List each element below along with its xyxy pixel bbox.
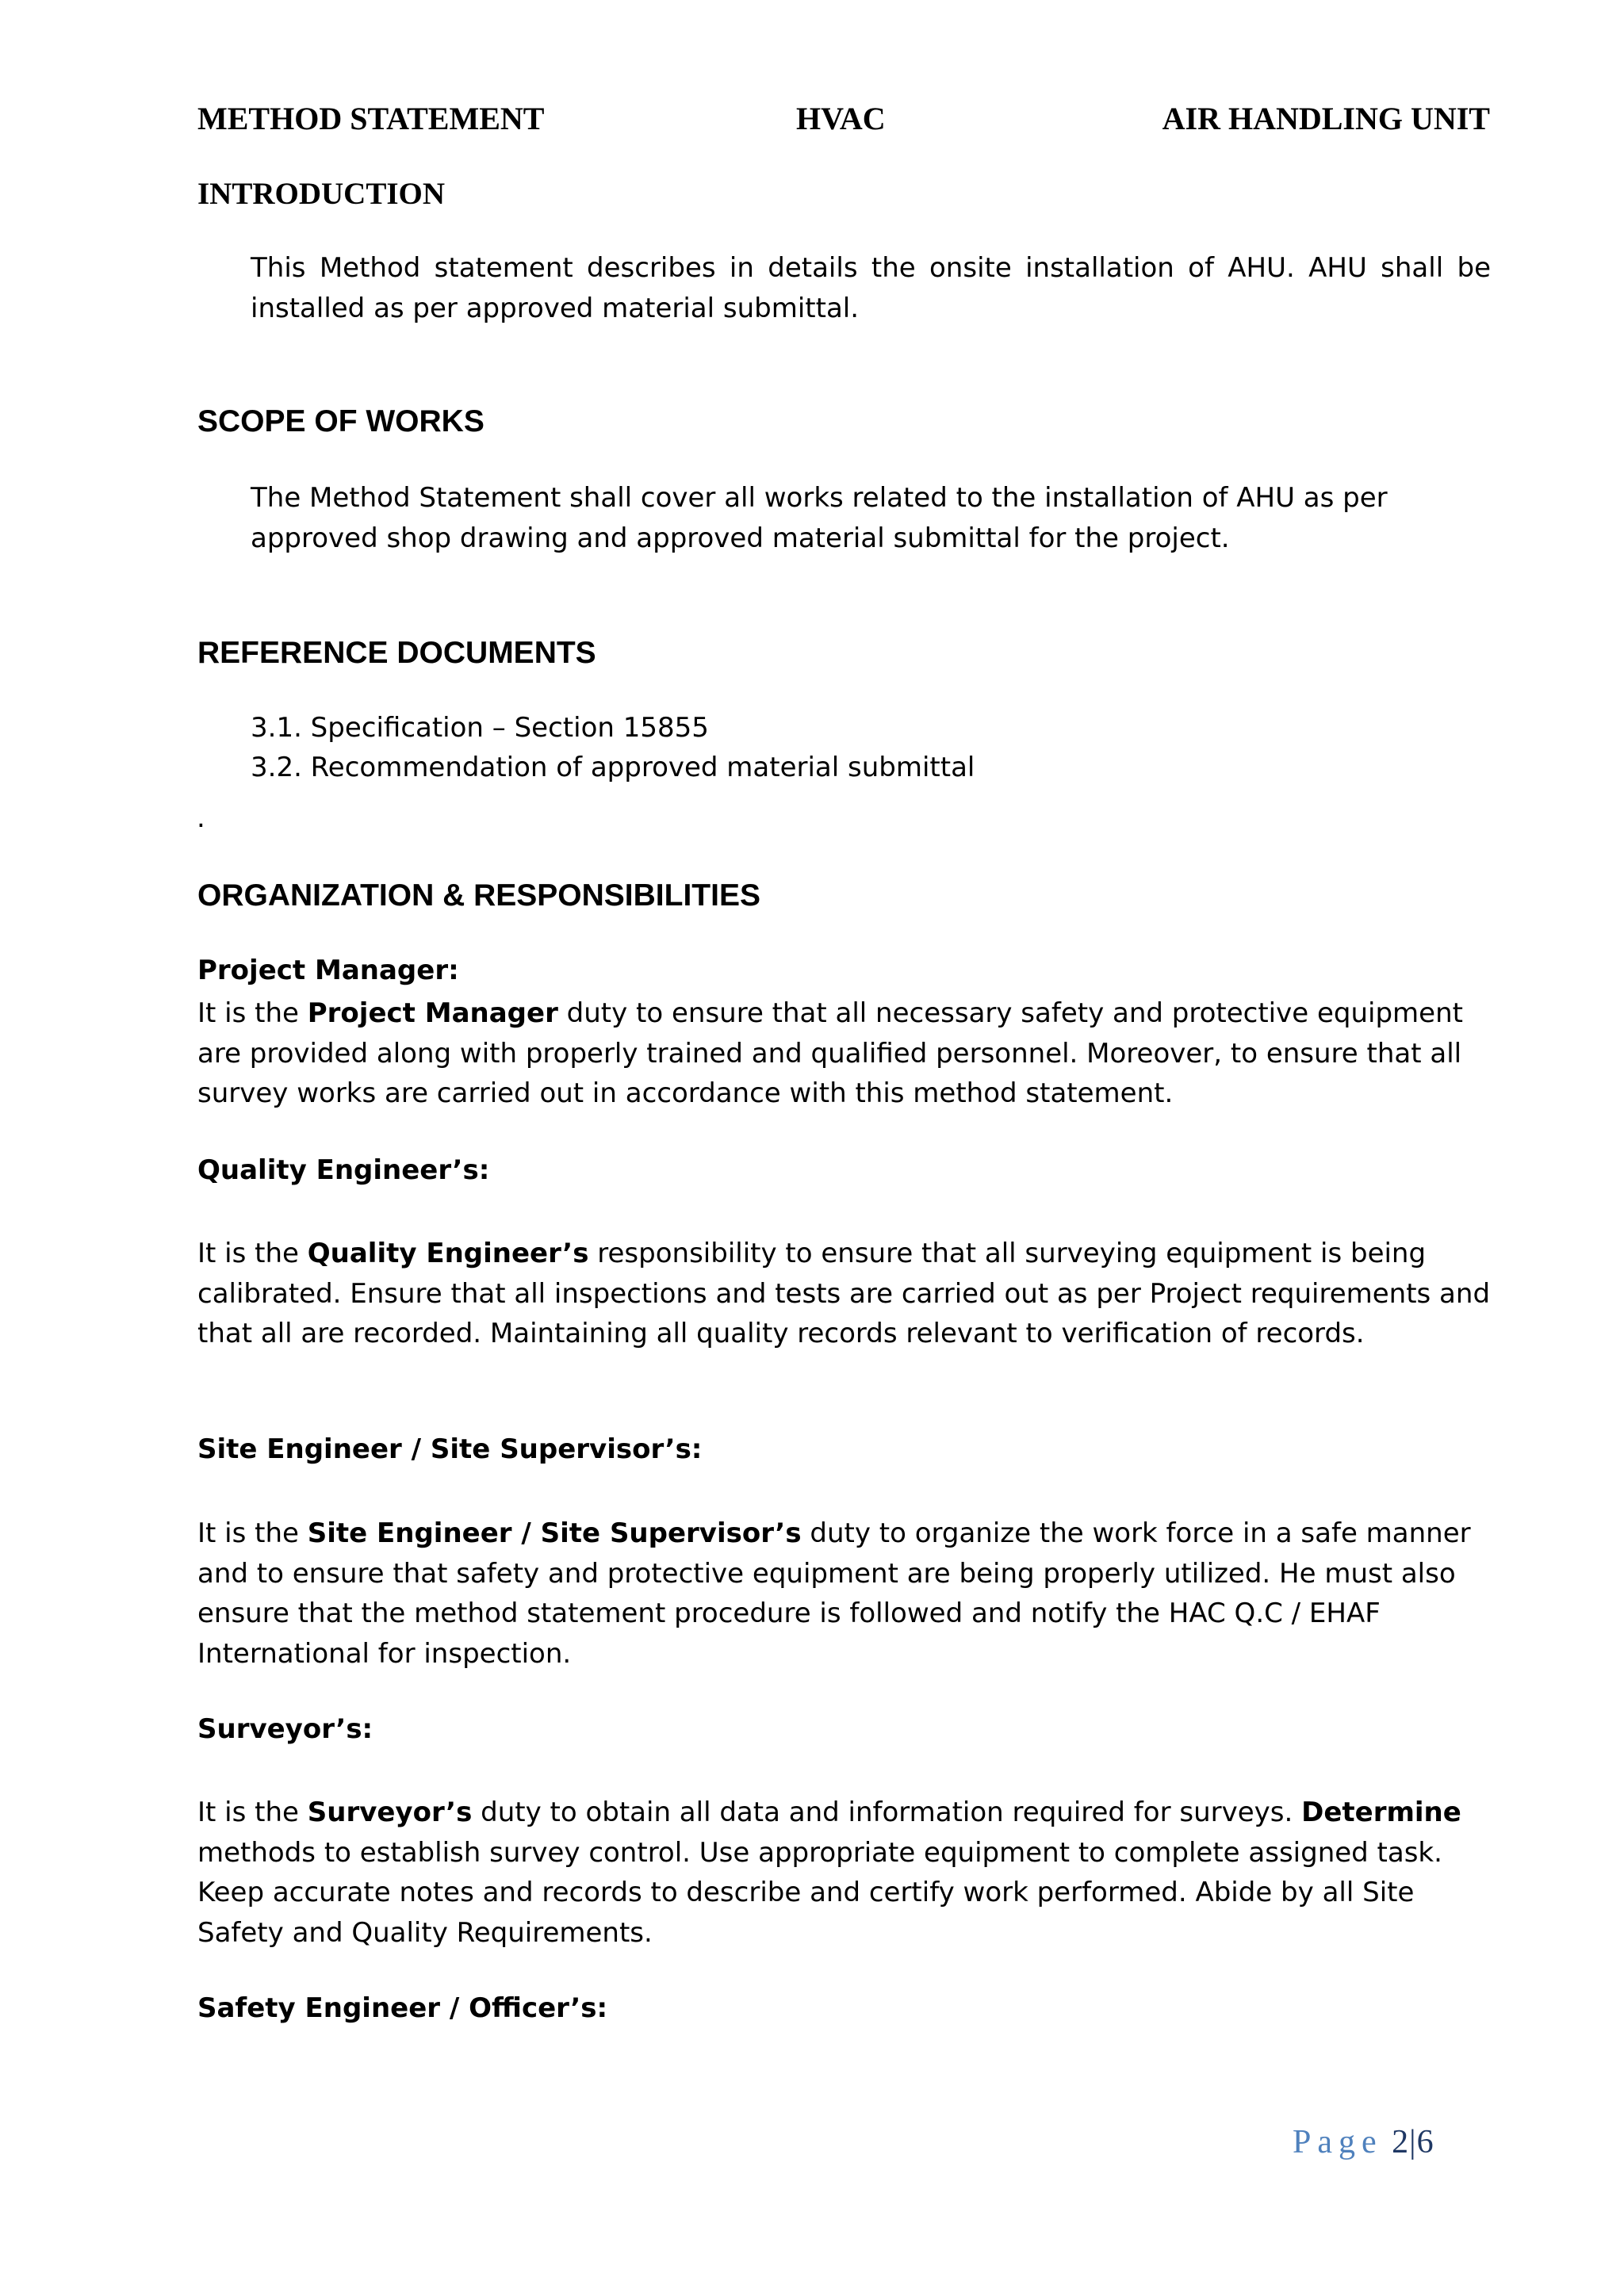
- scope-text-line-1: The Method Statement shall cover all works related to the installation of AHU as per: [251, 482, 1388, 514]
- page-footer: [1293, 2123, 1434, 2161]
- reference-item-1: 3.1. Specification – Section 15855: [251, 712, 709, 744]
- sv-bold-determine: Determine: [1301, 1797, 1461, 1828]
- header-left-title: METHOD STATEMENT: [197, 101, 545, 136]
- site-engineer-text: [197, 1513, 1498, 1674]
- project-manager-heading: Project Manager:: [197, 955, 459, 986]
- page-number: 2: [1392, 2124, 1410, 2160]
- header-center-title: HVAC: [796, 101, 886, 136]
- quality-engineer-heading: Quality Engineer’s:: [197, 1154, 490, 1186]
- surveyor-text: [197, 1793, 1498, 1953]
- organization-heading: ORGANIZATION & RESPONSIBILITIES: [197, 878, 760, 913]
- sv-prefix: It is the: [197, 1797, 308, 1828]
- pm-bold-role: Project Manager: [307, 997, 558, 1029]
- pm-rest: duty to ensure that all necessary safety and protective equipment are provided along with properly trained and qualified personnel. Moreover, to ensure that all survey works are carried out in accordance with this method statement.: [197, 997, 1463, 1109]
- scope-text: [251, 478, 1491, 558]
- safety-engineer-heading: Safety Engineer / Officer’s:: [197, 1992, 608, 2024]
- se-rest: duty to organize the work force in a safe manner and to ensure that safety and protective equipment are being properly utilized. He must also ensure that the method statement procedure is followed and notify the HAC Q.C / EHAF International for inspection.: [197, 1517, 1471, 1670]
- page-label: Page: [1293, 2124, 1383, 2160]
- header-right-title: AIR HANDLING UNIT: [1162, 101, 1490, 136]
- page-separator: |: [1409, 2124, 1417, 2160]
- page-total: 6: [1416, 2124, 1434, 2160]
- sv-bold-role: Surveyor’s: [307, 1797, 473, 1828]
- sv-rest: methods to establish survey control. Use appropriate equipment to complete assigned task. Keep accurate notes and records to describe and certify work performed. Abide by all Site Safety and Quality Requirements.: [197, 1836, 1442, 1949]
- reference-heading: REFERENCE DOCUMENTS: [197, 636, 596, 670]
- se-prefix: It is the: [197, 1517, 308, 1549]
- qe-rest: responsibility to ensure that all surveying equipment is being calibrated. Ensure that all inspections and tests are carried out as per Project requirements and that all are recorded. Maintaining all quality records relevant to verification of records.: [197, 1238, 1491, 1349]
- surveyor-heading: Surveyor’s:: [197, 1713, 373, 1745]
- reference-item-2: 3.2. Recommendation of approved material submittal: [251, 752, 975, 783]
- scope-heading: SCOPE OF WORKS: [197, 404, 485, 438]
- trailing-dot: .: [197, 802, 205, 834]
- qe-bold-role: Quality Engineer’s: [307, 1238, 589, 1269]
- se-bold-role: Site Engineer / Site Supervisor’s: [307, 1517, 802, 1549]
- project-manager-text: [197, 993, 1498, 1114]
- site-engineer-heading: Site Engineer / Site Supervisor’s:: [197, 1433, 703, 1465]
- sv-middle: duty to obtain all data and information required for surveys.: [472, 1797, 1302, 1828]
- introduction-text: This Method statement describes in details the onsite installation of AHU. AHU shall be installed as per approved material submittal.: [251, 252, 1491, 324]
- page-header: [197, 100, 1490, 138]
- qe-prefix: It is the: [197, 1238, 308, 1269]
- pm-prefix: It is the: [197, 997, 308, 1029]
- quality-engineer-text: [197, 1234, 1498, 1354]
- scope-text-line-2: approved shop drawing and approved material submittal for the project.: [251, 522, 1230, 554]
- introduction-heading: INTRODUCTION: [197, 177, 446, 211]
